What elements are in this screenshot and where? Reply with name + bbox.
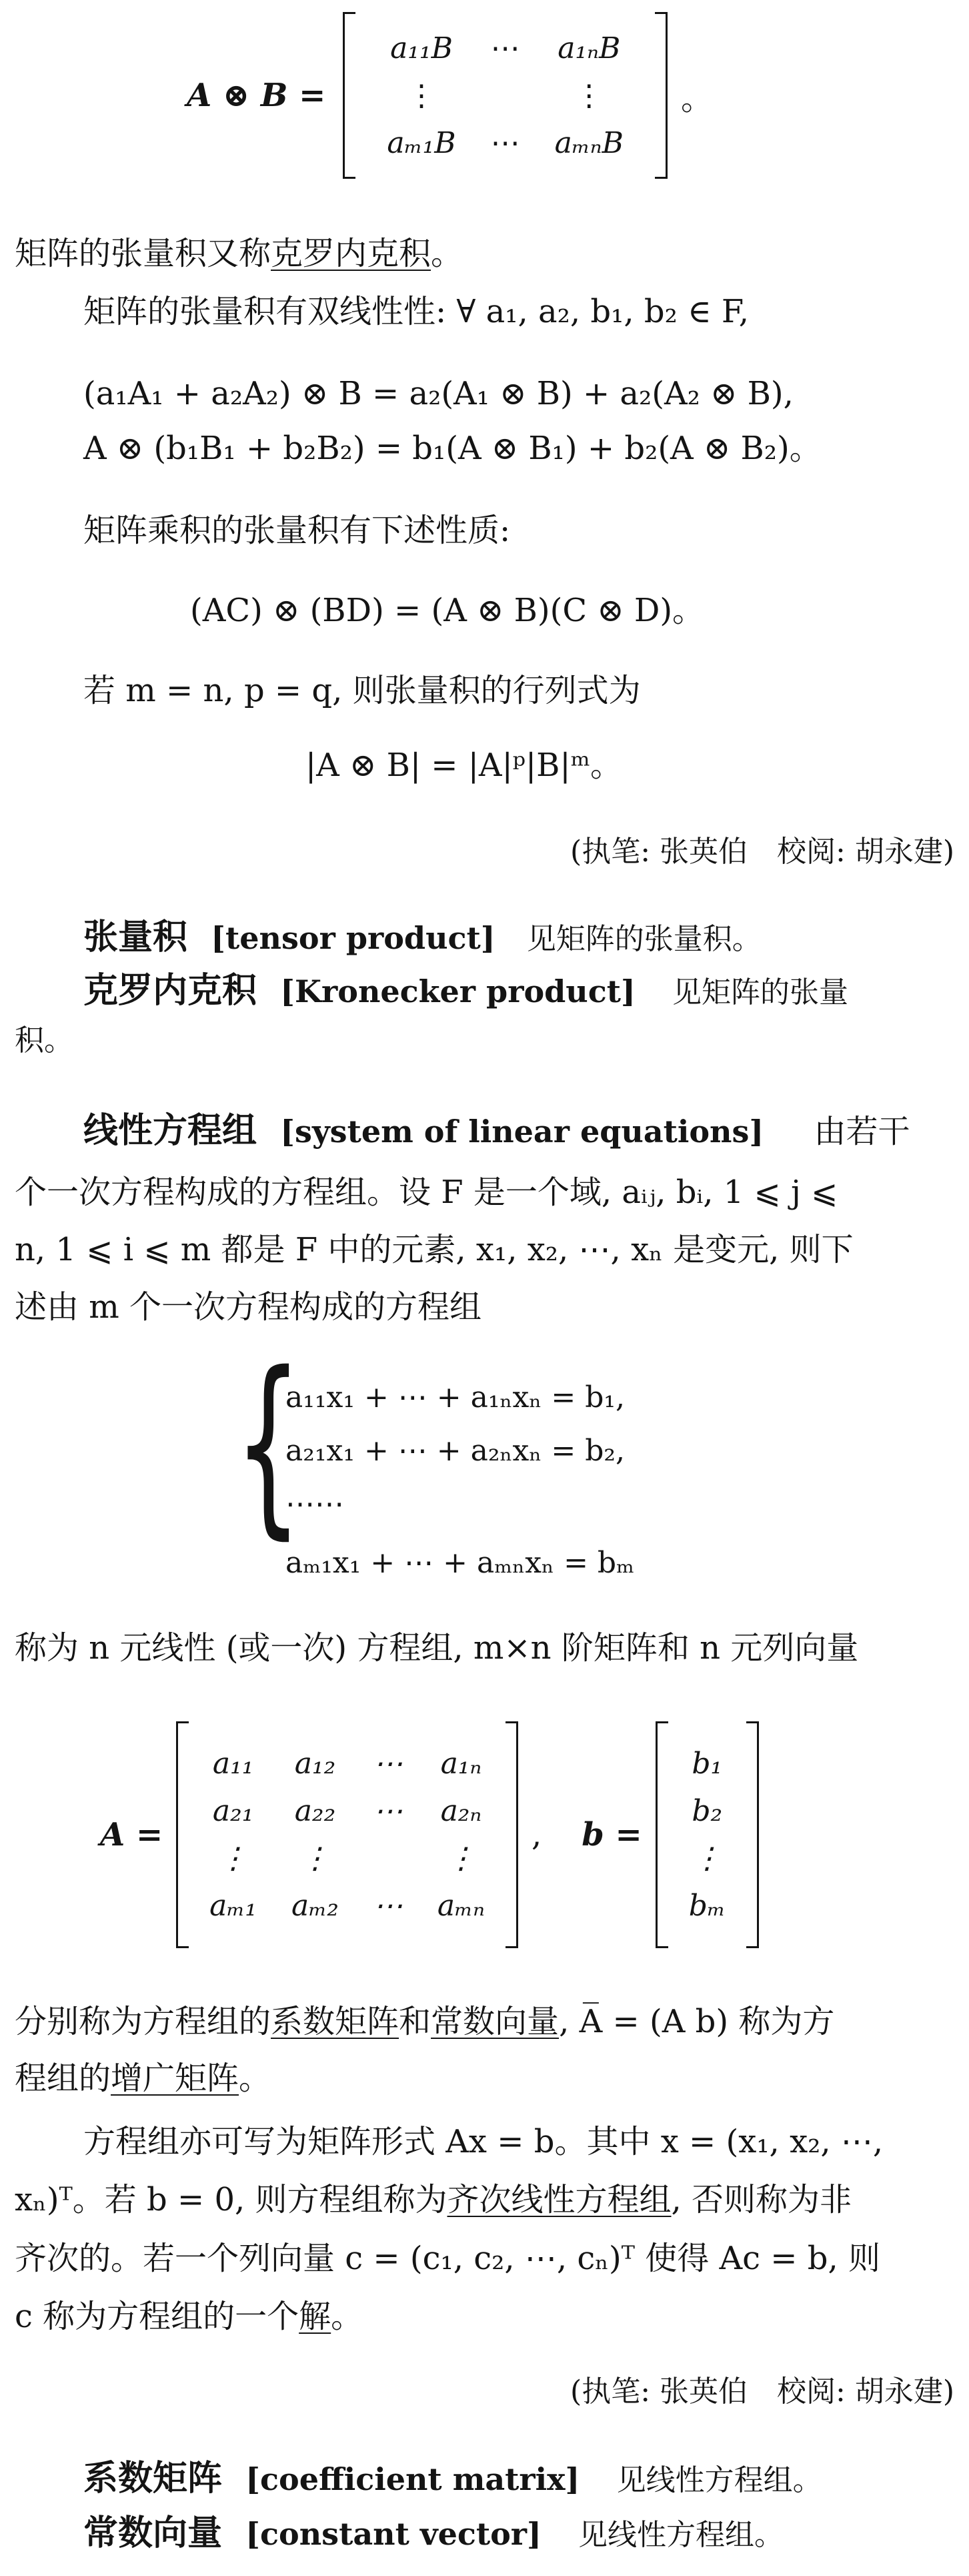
vector-cell: bₘ: [688, 1889, 726, 1923]
matrix-row: [192, 1787, 502, 1835]
matrix-comma: ,: [531, 1816, 542, 1853]
matrix-cell: a₁₂: [294, 1747, 336, 1781]
system-equation-3: ⋯⋯: [285, 1487, 344, 1521]
matrix-cell: a₁₁: [212, 1747, 254, 1781]
matrix-cell: a₂ₙ: [440, 1794, 482, 1828]
entry-coefficient-matrix: [83, 2455, 822, 2504]
entry-see-reference: 见矩阵的张量: [672, 975, 849, 1009]
matrix-cell: a₂₁: [212, 1794, 254, 1828]
kronecker-lhs: A ⊗ B =: [187, 77, 326, 114]
text-span: 和: [399, 2003, 431, 2040]
coefficient-matrix-equation: [100, 1721, 759, 1948]
matrix-form-line-1: 方程组亦可写为矩阵形式 Ax = b。其中 x = (x₁, x₂, ⋯,: [83, 2123, 884, 2160]
right-bracket: [655, 12, 668, 179]
matrix-cell: [356, 1835, 420, 1882]
called-paragraph: 称为 n 元线性 (或一次) 方程组, m×n 阶矩阵和 n 元列向量: [15, 1629, 859, 1667]
matrix-cell: a₁₁B: [390, 31, 453, 65]
matrix-cell: ⋯: [490, 31, 520, 65]
matrix-cell: [473, 72, 538, 119]
matrix-row: [192, 1882, 502, 1929]
matrix-cell: ⋯: [490, 125, 520, 160]
system-equation-4: aₘ₁x₁ + ⋯ + aₘₙxₙ = bₘ: [285, 1546, 635, 1580]
text-span: 程组的: [15, 2060, 111, 2097]
matrix-a-label: A =: [100, 1816, 163, 1853]
matrix-cell: ⋮: [406, 78, 436, 113]
alias-text: 矩阵的张量积又称: [15, 235, 271, 272]
kronecker-definition-equation: [187, 12, 713, 179]
matrix-cell: aₘ₁B: [387, 125, 456, 160]
vector-b-label: b =: [582, 1816, 642, 1853]
constant-vector-link[interactable]: 常数向量: [431, 2003, 560, 2040]
text-span: 。: [239, 2060, 271, 2097]
left-bracket: [176, 1721, 189, 1948]
vector-row: [672, 1787, 743, 1835]
augmented-matrix-link[interactable]: 增广矩阵: [111, 2060, 239, 2097]
entry-english: [constant vector]: [245, 2516, 542, 2552]
text-span: c 称为方程组的一个: [15, 2298, 299, 2335]
left-bracket: [343, 12, 355, 179]
system-equation-2: a₂₁x₁ + ⋯ + a₂ₙxₙ = b₂,: [285, 1434, 626, 1468]
bilinear-equation-2: A ⊗ (b₁B₁ + b₂B₂) = b₁(A ⊗ B₁) + b₂(A ⊗ B₂)。: [83, 430, 822, 467]
matrix-cell: a₁ₙB: [558, 31, 621, 65]
kronecker-block-matrix: [343, 12, 668, 179]
matrix-cell: aₘₙB: [554, 125, 624, 160]
matrix-cell: ⋯: [373, 1747, 403, 1781]
vector-row: [672, 1740, 743, 1787]
entry-heading: 常数向量: [83, 2513, 223, 2553]
coefficient-matrix-link[interactable]: 系数矩阵: [271, 2003, 399, 2040]
vector-row: [672, 1835, 743, 1882]
matrix-row: [192, 1740, 502, 1787]
entry-see-reference: 见矩阵的张量积。: [526, 922, 762, 956]
entry-kronecker-product: [83, 967, 848, 1016]
matrix-cell: ⋯: [373, 1889, 403, 1923]
matrix-cell: ⋮: [574, 78, 604, 113]
matrix-a: [176, 1721, 518, 1948]
text-span: , 否则称为非: [671, 2181, 852, 2218]
matrix-cell: aₘ₂: [291, 1889, 339, 1923]
entry-heading: 线性方程组: [83, 1111, 257, 1151]
mixed-product-equation: (AC) ⊗ (BD) = (A ⊗ B)(C ⊗ D)。: [190, 592, 705, 629]
matrix-cell: a₁ₙ: [440, 1747, 482, 1781]
linear-system-line-2: 个一次方程构成的方程组。设 F 是一个域, aᵢⱼ, bᵢ, 1 ⩽ j ⩽: [15, 1174, 838, 1211]
equation-system: [233, 1332, 700, 1595]
matrix-form-line-3: 齐次的。若一个列向量 c = (c₁, c₂, ⋯, cₙ)ᵀ 使得 Ac = b, 则: [15, 2240, 880, 2277]
matrix-cell: a₂₂: [294, 1794, 336, 1828]
equation-period: 。: [680, 79, 713, 117]
entry-tensor-product: [83, 914, 762, 963]
matrix-form-line-4: [15, 2293, 363, 2340]
credit-line-1: (执笔: 张英伯 校阅: 胡永建): [570, 835, 954, 869]
vector-b: [656, 1721, 759, 1948]
entry-text-start: 由若干: [814, 1113, 910, 1150]
text-span: , A̅ = (A b) 称为方: [559, 2003, 835, 2040]
linear-system-line-4: 述由 m 个一次方程构成的方程组: [15, 1288, 482, 1326]
matrix-cell: ⋮: [218, 1841, 248, 1875]
entry-heading: 克罗内克积: [83, 971, 257, 1011]
left-bracket: [656, 1721, 668, 1948]
entry-english: [coefficient matrix]: [245, 2461, 580, 2497]
coefficient-paragraph-line-1: [15, 1998, 834, 2045]
entry-see-reference: 见线性方程组。: [616, 2463, 822, 2497]
vector-cell: ⋮: [692, 1841, 722, 1875]
entry-see-reference: 见线性方程组。: [578, 2518, 784, 2552]
vector-cell: b₂: [692, 1794, 723, 1828]
kronecker-product-link[interactable]: 克罗内克积: [271, 235, 431, 272]
entry-english: [system of linear equations]: [280, 1114, 764, 1150]
homogeneous-system-link[interactable]: 齐次线性方程组: [447, 2181, 672, 2218]
entry-english: [tensor product]: [211, 920, 496, 956]
alias-period: 。: [431, 235, 463, 272]
right-bracket: [746, 1721, 759, 1948]
text-span: xₙ)ᵀ。若 b = 0, 则方程组称为: [15, 2181, 447, 2218]
matrix-cell: ⋮: [446, 1841, 476, 1875]
left-brace: {: [234, 1332, 302, 1557]
text-span: 。: [331, 2298, 363, 2335]
bilinear-equation-1: (a₁A₁ + a₂A₂) ⊗ B = a₂(A₁ ⊗ B) + a₂(A₂ ⊗ B),: [83, 375, 794, 412]
determinant-paragraph: 若 m = n, p = q, 则张量积的行列式为: [83, 672, 641, 709]
alias-paragraph: [15, 230, 463, 277]
entry-heading: 张量积: [83, 917, 188, 957]
entry-heading: 系数矩阵: [83, 2459, 223, 2499]
entry-see-continuation: 积。: [15, 1023, 73, 1057]
matrix-cell: aₘₙ: [437, 1889, 485, 1923]
vector-row: [672, 1882, 743, 1929]
coefficient-paragraph-line-2: [15, 2055, 271, 2102]
entry-constant-vector: [83, 2510, 784, 2559]
determinant-equation: |A ⊗ B| = |A|ᵖ|B|ᵐ。: [305, 747, 623, 784]
entry-english: [Kronecker product]: [280, 973, 636, 1009]
mixed-product-paragraph: 矩阵乘积的张量积有下述性质:: [83, 512, 511, 549]
text-span: 分别称为方程组的: [15, 2003, 271, 2040]
matrix-cell: aₘ₁: [209, 1889, 257, 1923]
solution-link[interactable]: 解: [299, 2298, 331, 2335]
bilinear-paragraph: 矩阵的张量积有双线性性: ∀ a₁, a₂, b₁, b₂ ∈ F,: [83, 293, 749, 330]
system-equation-1: a₁₁x₁ + ⋯ + a₁ₙxₙ = b₁,: [285, 1380, 626, 1414]
credit-line-2: (执笔: 张英伯 校阅: 胡永建): [570, 2375, 954, 2409]
matrix-cell: ⋮: [300, 1841, 330, 1875]
matrix-cell: ⋯: [373, 1794, 403, 1828]
matrix-row: [192, 1835, 502, 1882]
matrix-form-line-2: [15, 2176, 852, 2223]
linear-system-line-3: n, 1 ⩽ i ⩽ m 都是 F 中的元素, x₁, x₂, ⋯, xₙ 是变元, 则下: [15, 1231, 854, 1268]
entry-linear-system: [83, 1108, 910, 1155]
vector-cell: b₁: [692, 1747, 723, 1781]
right-bracket: [506, 1721, 518, 1948]
